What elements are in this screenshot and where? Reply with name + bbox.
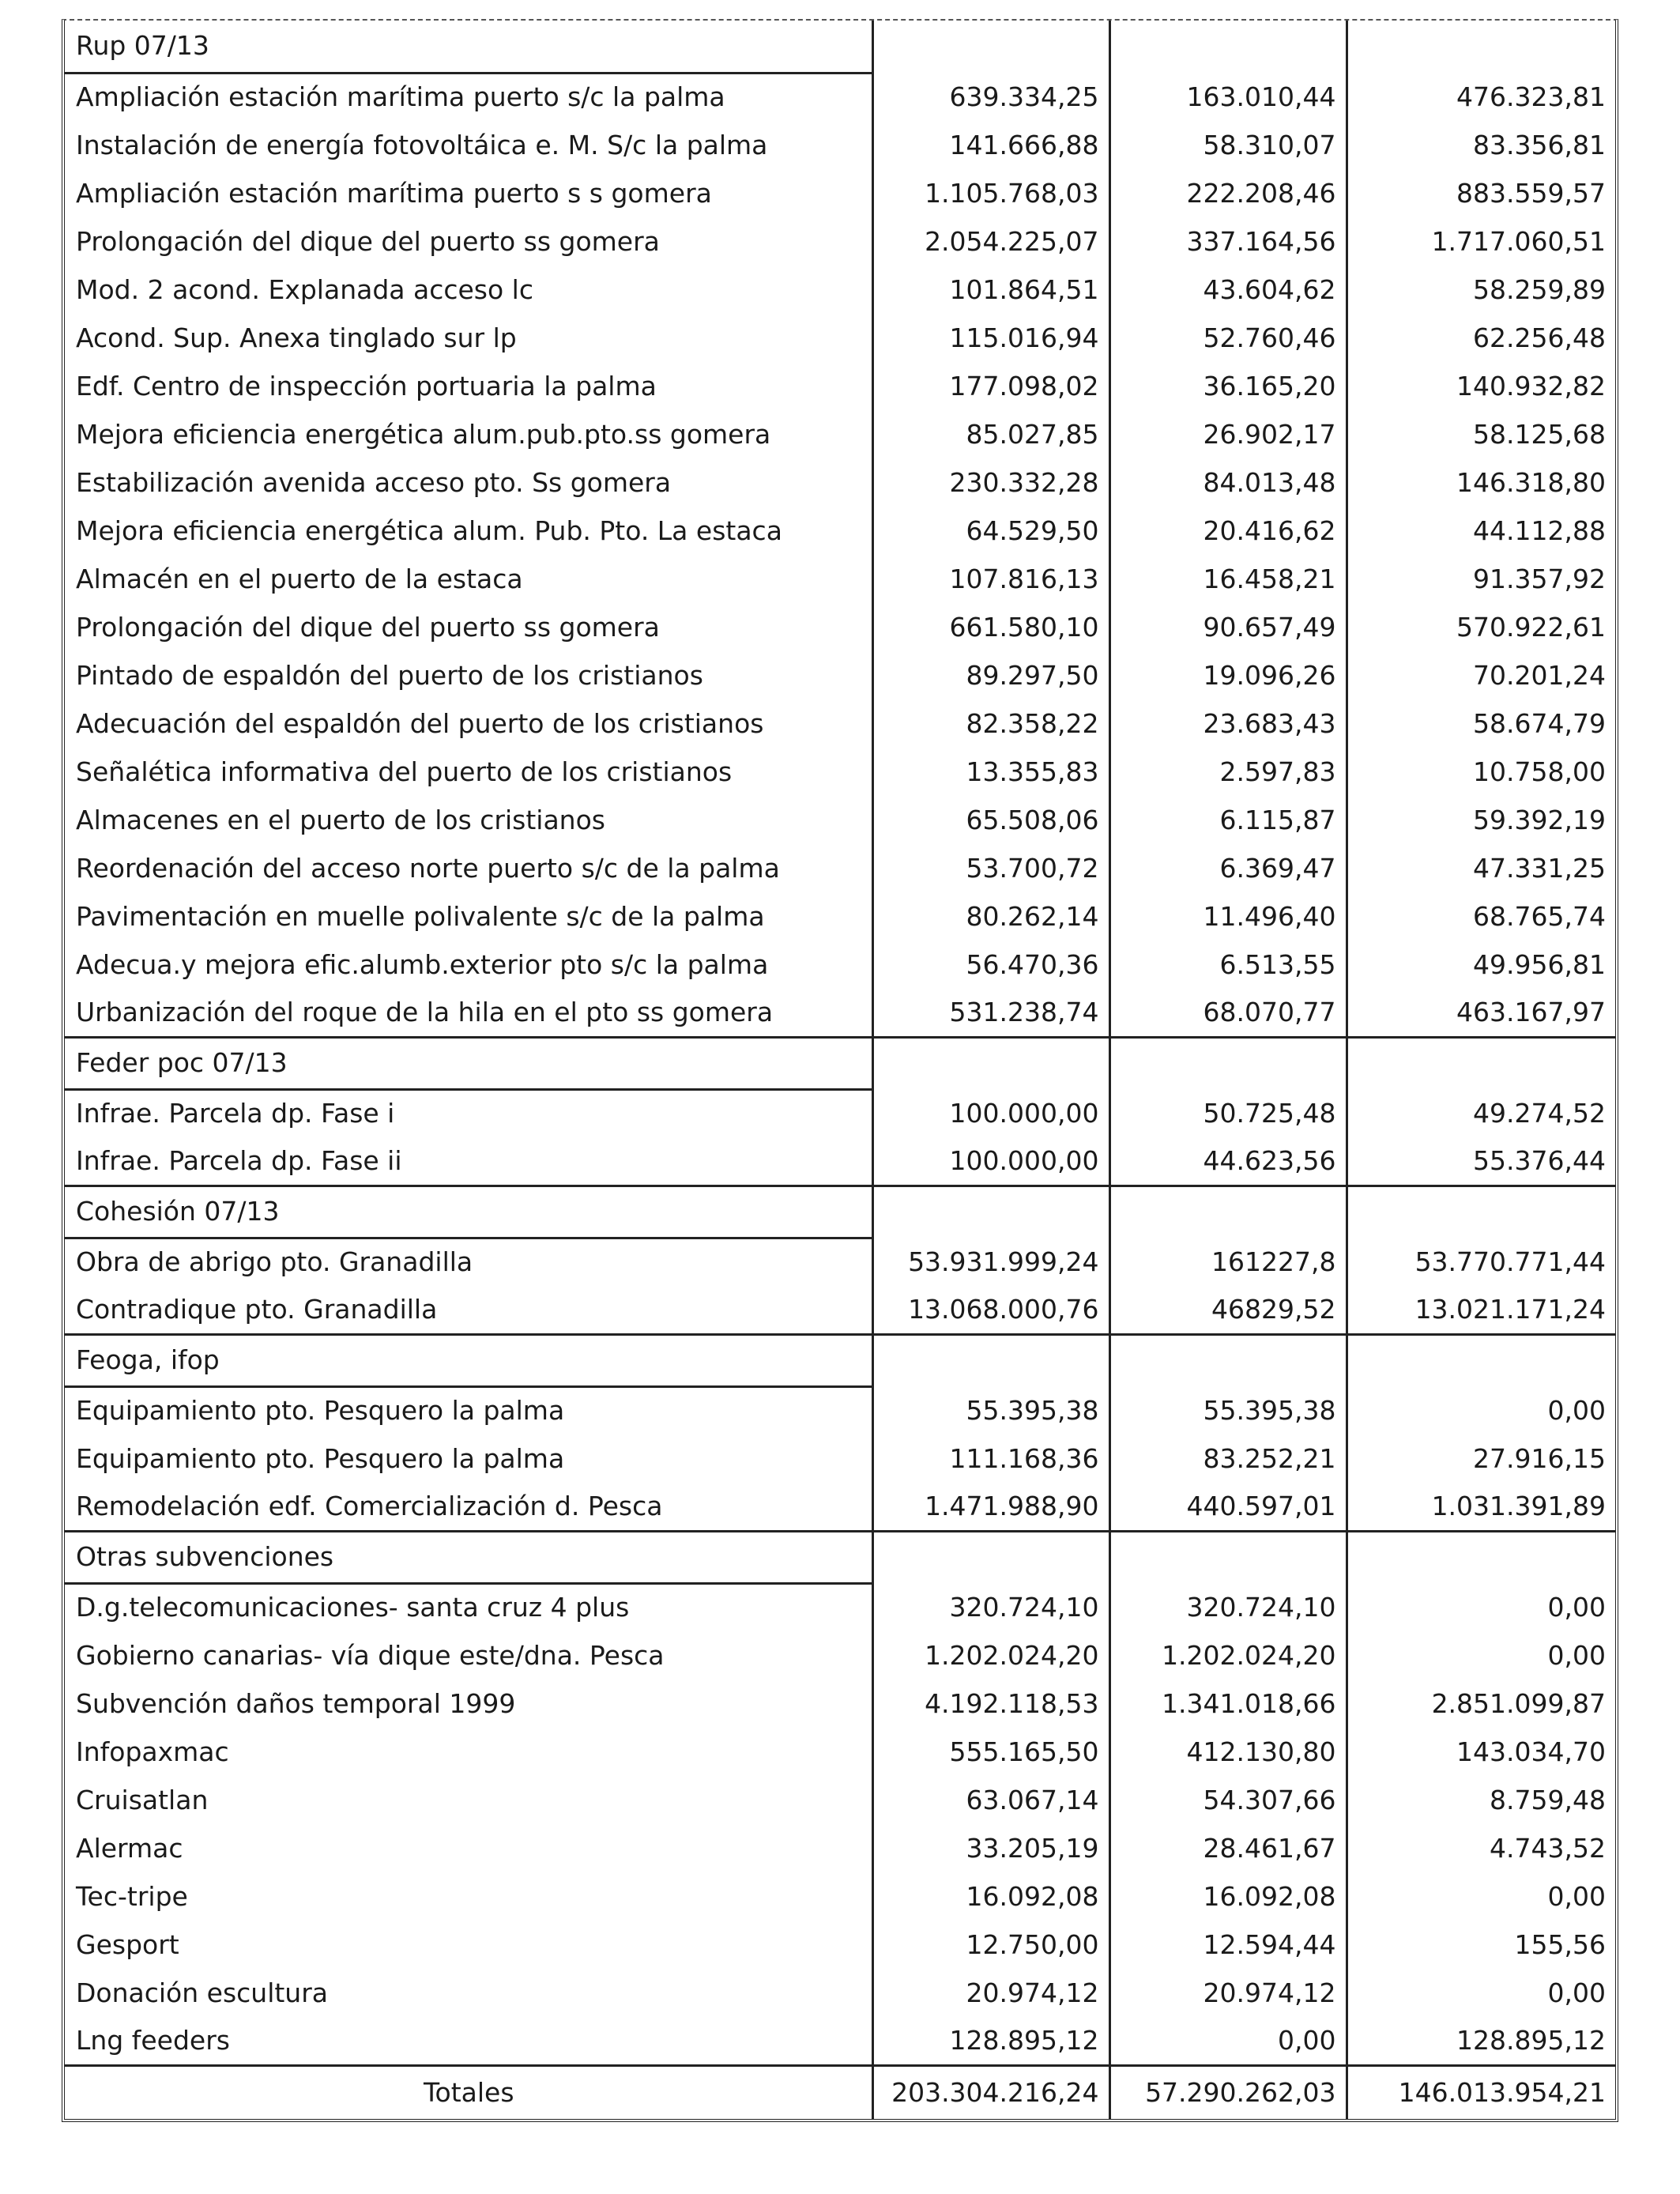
row-value-1: 111.168,36	[872, 1434, 1109, 1483]
row-value-3: 70.201,24	[1347, 651, 1615, 699]
row-value-3: 47.331,25	[1347, 844, 1615, 892]
row-value-2: 50.725,48	[1109, 1089, 1347, 1137]
row-value-1: 53.931.999,24	[872, 1238, 1109, 1286]
row-description: Alermac	[76, 1832, 183, 1864]
row-value-2: 55.395,38	[1109, 1386, 1347, 1434]
row-value-3: 1.717.060,51	[1347, 217, 1615, 266]
section-header-empty-cell	[1347, 1186, 1615, 1238]
row-value-1: 13.068.000,76	[872, 1286, 1109, 1334]
row-value-2: 90.657,49	[1109, 603, 1347, 651]
table-row	[65, 1386, 1615, 1434]
row-description: Adecua.y mejora efic.alumb.exterior pto s/c la palma	[76, 948, 769, 980]
row-value-2: 337.164,56	[1109, 217, 1347, 266]
row-value-2: 12.594,44	[1109, 1921, 1347, 1969]
table-row	[65, 2017, 1615, 2065]
row-value-2: 58.310,07	[1109, 121, 1347, 169]
row-description: Pintado de espaldón del puerto de los cristianos	[76, 659, 703, 691]
row-value-1: 63.067,14	[872, 1776, 1109, 1824]
row-value-1: 639.334,25	[872, 73, 1109, 121]
row-value-3: 58.125,68	[1347, 410, 1615, 458]
row-description: Obra de abrigo pto. Granadilla	[76, 1246, 473, 1278]
row-value-2: 26.902,17	[1109, 410, 1347, 458]
row-value-2: 0,00	[1109, 2017, 1347, 2065]
row-description: Tec-tripe	[76, 1880, 188, 1912]
row-value-2: 83.252,21	[1109, 1434, 1347, 1483]
table-row	[65, 892, 1615, 941]
subsidies-table-frame	[62, 19, 1618, 2122]
row-description: Equipamiento pto. Pesquero la palma	[76, 1442, 565, 1474]
section-header-row	[65, 1531, 1615, 1583]
table-row	[65, 796, 1615, 844]
row-value-3: 140.932,82	[1347, 362, 1615, 410]
row-description: Contradique pto. Granadilla	[76, 1293, 438, 1325]
row-value-2: 412.130,80	[1109, 1728, 1347, 1776]
row-value-2: 222.208,46	[1109, 169, 1347, 217]
row-value-1: 56.470,36	[872, 941, 1109, 989]
row-value-3: 128.895,12	[1347, 2017, 1615, 2065]
row-value-2: 16.458,21	[1109, 555, 1347, 603]
row-value-3: 0,00	[1347, 1872, 1615, 1921]
row-value-3: 883.559,57	[1347, 169, 1615, 217]
section-title: Feoga, ifop	[65, 1334, 872, 1386]
row-value-3: 463.167,97	[1347, 989, 1615, 1037]
table-row	[65, 1286, 1615, 1334]
row-value-3: 13.021.171,24	[1347, 1286, 1615, 1334]
table-row	[65, 1679, 1615, 1728]
row-value-3: 0,00	[1347, 1969, 1615, 2017]
table-row	[65, 1434, 1615, 1483]
row-value-2: 84.013,48	[1109, 458, 1347, 507]
row-value-1: 89.297,50	[872, 651, 1109, 699]
row-value-1: 12.750,00	[872, 1921, 1109, 1969]
section-header-empty-cell	[1109, 1531, 1347, 1583]
row-description: Equipamiento pto. Pesquero la palma	[76, 1395, 565, 1427]
row-value-1: 531.238,74	[872, 989, 1109, 1037]
row-value-3: 62.256,48	[1347, 314, 1615, 362]
row-value-1: 115.016,94	[872, 314, 1109, 362]
row-value-2: 46829,52	[1109, 1286, 1347, 1334]
row-value-1: 4.192.118,53	[872, 1679, 1109, 1728]
row-value-1: 53.700,72	[872, 844, 1109, 892]
row-value-3: 27.916,15	[1347, 1434, 1615, 1483]
table-row	[65, 651, 1615, 699]
section-header-empty-cell	[1347, 1037, 1615, 1089]
row-value-2: 1.341.018,66	[1109, 1679, 1347, 1728]
section-header-empty-cell	[1347, 1531, 1615, 1583]
table-row	[65, 217, 1615, 266]
row-description: Estabilización avenida acceso pto. Ss gomera	[76, 466, 672, 498]
row-value-2: 36.165,20	[1109, 362, 1347, 410]
table-row	[65, 1728, 1615, 1776]
row-description: Prolongación del dique del puerto ss gomera	[76, 611, 660, 643]
row-value-1: 1.105.768,03	[872, 169, 1109, 217]
table-body	[65, 21, 1615, 2119]
row-value-2: 440.597,01	[1109, 1483, 1347, 1531]
row-value-1: 101.864,51	[872, 266, 1109, 314]
section-header-empty-cell	[1109, 1186, 1347, 1238]
section-header-empty-cell	[1109, 1334, 1347, 1386]
row-value-3: 0,00	[1347, 1583, 1615, 1631]
table-row	[65, 1238, 1615, 1286]
section-header-empty-cell	[872, 1531, 1109, 1583]
row-value-2: 11.496,40	[1109, 892, 1347, 941]
row-value-2: 1.202.024,20	[1109, 1631, 1347, 1679]
section-title: Rup 07/13	[65, 21, 872, 73]
row-description: Cruisatlan	[76, 1784, 209, 1815]
row-value-2: 44.623,56	[1109, 1137, 1347, 1186]
table-row	[65, 1483, 1615, 1531]
row-value-1: 100.000,00	[872, 1089, 1109, 1137]
row-value-3: 8.759,48	[1347, 1776, 1615, 1824]
row-value-1: 1.202.024,20	[872, 1631, 1109, 1679]
row-value-1: 82.358,22	[872, 699, 1109, 748]
table-row	[65, 555, 1615, 603]
row-value-1: 80.262,14	[872, 892, 1109, 941]
row-description: Edf. Centro de inspección portuaria la palma	[76, 370, 657, 401]
row-description: Infopaxmac	[76, 1736, 229, 1767]
subsidies-table	[65, 21, 1615, 2119]
section-header-row	[65, 1334, 1615, 1386]
section-title: Feder poc 07/13	[65, 1037, 872, 1089]
row-value-3: 53.770.771,44	[1347, 1238, 1615, 1286]
row-description: Infrae. Parcela dp. Fase ii	[76, 1144, 402, 1176]
row-value-3: 2.851.099,87	[1347, 1679, 1615, 1728]
totals-label: Totales	[65, 2065, 872, 2119]
table-row	[65, 1137, 1615, 1186]
section-header-empty-cell	[1347, 21, 1615, 73]
row-description: D.g.telecomunicaciones- santa cruz 4 plus	[76, 1592, 630, 1623]
row-value-3: 1.031.391,89	[1347, 1483, 1615, 1531]
row-value-2: 16.092,08	[1109, 1872, 1347, 1921]
row-value-1: 2.054.225,07	[872, 217, 1109, 266]
section-title: Otras subvenciones	[65, 1531, 872, 1583]
row-value-2: 163.010,44	[1109, 73, 1347, 121]
row-value-3: 49.274,52	[1347, 1089, 1615, 1137]
row-value-2: 54.307,66	[1109, 1776, 1347, 1824]
totals-row	[65, 2065, 1615, 2119]
table-row	[65, 603, 1615, 651]
row-description: Ampliación estación marítima puerto s s gomera	[76, 177, 712, 209]
row-value-2: 161227,8	[1109, 1238, 1347, 1286]
row-description: Pavimentación en muelle polivalente s/c de la palma	[76, 900, 765, 932]
row-value-1: 65.508,06	[872, 796, 1109, 844]
row-description: Adecuación del espaldón del puerto de los cristianos	[76, 707, 764, 739]
table-row	[65, 1872, 1615, 1921]
table-row	[65, 1824, 1615, 1872]
row-description: Almacén en el puerto de la estaca	[76, 563, 523, 594]
table-row	[65, 989, 1615, 1037]
row-value-3: 4.743,52	[1347, 1824, 1615, 1872]
row-description: Acond. Sup. Anexa tinglado sur lp	[76, 322, 517, 353]
row-value-3: 0,00	[1347, 1631, 1615, 1679]
row-description: Gesport	[76, 1928, 179, 1960]
row-value-3: 68.765,74	[1347, 892, 1615, 941]
row-description: Instalación de energía fotovoltáica e. M. S/c la palma	[76, 129, 768, 160]
row-value-2: 20.974,12	[1109, 1969, 1347, 2017]
row-value-3: 143.034,70	[1347, 1728, 1615, 1776]
row-description: Mejora eficiencia energética alum. Pub. Pto. La estaca	[76, 515, 782, 546]
section-header-row	[65, 1037, 1615, 1089]
table-row	[65, 1776, 1615, 1824]
row-value-3: 0,00	[1347, 1386, 1615, 1434]
row-value-2: 6.369,47	[1109, 844, 1347, 892]
row-value-1: 33.205,19	[872, 1824, 1109, 1872]
row-value-2: 19.096,26	[1109, 651, 1347, 699]
section-header-empty-cell	[1347, 1334, 1615, 1386]
row-value-2: 43.604,62	[1109, 266, 1347, 314]
row-description: Gobierno canarias- vía dique este/dna. Pesca	[76, 1639, 665, 1671]
row-value-1: 20.974,12	[872, 1969, 1109, 2017]
row-description: Subvención daños temporal 1999	[76, 1687, 516, 1719]
row-value-3: 58.674,79	[1347, 699, 1615, 748]
row-value-3: 91.357,92	[1347, 555, 1615, 603]
table-row	[65, 941, 1615, 989]
row-value-1: 55.395,38	[872, 1386, 1109, 1434]
section-header-empty-cell	[1109, 1037, 1347, 1089]
section-header-row	[65, 1186, 1615, 1238]
section-header-empty-cell	[872, 21, 1109, 73]
row-value-1: 100.000,00	[872, 1137, 1109, 1186]
row-value-3: 155,56	[1347, 1921, 1615, 1969]
table-row	[65, 266, 1615, 314]
row-value-3: 55.376,44	[1347, 1137, 1615, 1186]
table-row	[65, 1089, 1615, 1137]
table-row	[65, 121, 1615, 169]
totals-value-1: 203.304.216,24	[872, 2065, 1109, 2119]
table-row	[65, 1969, 1615, 2017]
section-header-empty-cell	[872, 1186, 1109, 1238]
section-header-empty-cell	[872, 1037, 1109, 1089]
table-row	[65, 169, 1615, 217]
row-description: Lng feeders	[76, 2024, 230, 2056]
row-value-3: 146.318,80	[1347, 458, 1615, 507]
section-header-empty-cell	[872, 1334, 1109, 1386]
row-value-3: 49.956,81	[1347, 941, 1615, 989]
section-header-row	[65, 21, 1615, 73]
row-value-2: 23.683,43	[1109, 699, 1347, 748]
row-value-1: 85.027,85	[872, 410, 1109, 458]
row-description: Urbanización del roque de la hila en el pto ss gomera	[76, 996, 774, 1027]
row-value-2: 2.597,83	[1109, 748, 1347, 796]
row-value-1: 1.471.988,90	[872, 1483, 1109, 1531]
table-row	[65, 699, 1615, 748]
table-row	[65, 507, 1615, 555]
row-description: Mejora eficiencia energética alum.pub.pto.ss gomera	[76, 418, 771, 450]
table-row	[65, 748, 1615, 796]
row-value-3: 10.758,00	[1347, 748, 1615, 796]
row-value-3: 83.356,81	[1347, 121, 1615, 169]
row-value-1: 230.332,28	[872, 458, 1109, 507]
table-row	[65, 1921, 1615, 1969]
row-value-1: 141.666,88	[872, 121, 1109, 169]
row-description: Donación escultura	[76, 1977, 329, 2008]
row-value-3: 59.392,19	[1347, 796, 1615, 844]
row-value-1: 107.816,13	[872, 555, 1109, 603]
row-description: Mod. 2 acond. Explanada acceso lc	[76, 273, 533, 305]
row-value-1: 661.580,10	[872, 603, 1109, 651]
row-description: Almacenes en el puerto de los cristianos	[76, 804, 605, 835]
row-value-2: 68.070,77	[1109, 989, 1347, 1037]
table-row	[65, 362, 1615, 410]
table-row	[65, 73, 1615, 121]
row-description: Prolongación del dique del puerto ss gomera	[76, 225, 660, 257]
row-value-2: 320.724,10	[1109, 1583, 1347, 1631]
totals-value-2: 57.290.262,03	[1109, 2065, 1347, 2119]
row-value-1: 16.092,08	[872, 1872, 1109, 1921]
row-description: Remodelación edf. Comercialización d. Pesca	[76, 1490, 663, 1521]
section-title: Cohesión 07/13	[65, 1186, 872, 1238]
row-value-2: 6.513,55	[1109, 941, 1347, 989]
row-value-1: 555.165,50	[872, 1728, 1109, 1776]
row-description: Reordenación del acceso norte puerto s/c de la palma	[76, 852, 780, 884]
row-value-1: 128.895,12	[872, 2017, 1109, 2065]
row-value-3: 58.259,89	[1347, 266, 1615, 314]
row-description: Señalética informativa del puerto de los cristianos	[76, 756, 733, 787]
table-row	[65, 314, 1615, 362]
totals-value-3: 146.013.954,21	[1347, 2065, 1615, 2119]
row-description: Ampliación estación marítima puerto s/c la palma	[76, 81, 725, 113]
section-header-empty-cell	[1109, 21, 1347, 73]
table-row	[65, 844, 1615, 892]
row-value-3: 570.922,61	[1347, 603, 1615, 651]
row-value-2: 6.115,87	[1109, 796, 1347, 844]
row-value-3: 44.112,88	[1347, 507, 1615, 555]
table-row	[65, 1583, 1615, 1631]
table-row	[65, 458, 1615, 507]
row-value-1: 13.355,83	[872, 748, 1109, 796]
row-value-2: 52.760,46	[1109, 314, 1347, 362]
row-description: Infrae. Parcela dp. Fase i	[76, 1098, 395, 1129]
row-value-1: 320.724,10	[872, 1583, 1109, 1631]
table-row	[65, 410, 1615, 458]
row-value-1: 64.529,50	[872, 507, 1109, 555]
row-value-2: 20.416,62	[1109, 507, 1347, 555]
row-value-2: 28.461,67	[1109, 1824, 1347, 1872]
row-value-1: 177.098,02	[872, 362, 1109, 410]
row-value-3: 476.323,81	[1347, 73, 1615, 121]
table-row	[65, 1631, 1615, 1679]
